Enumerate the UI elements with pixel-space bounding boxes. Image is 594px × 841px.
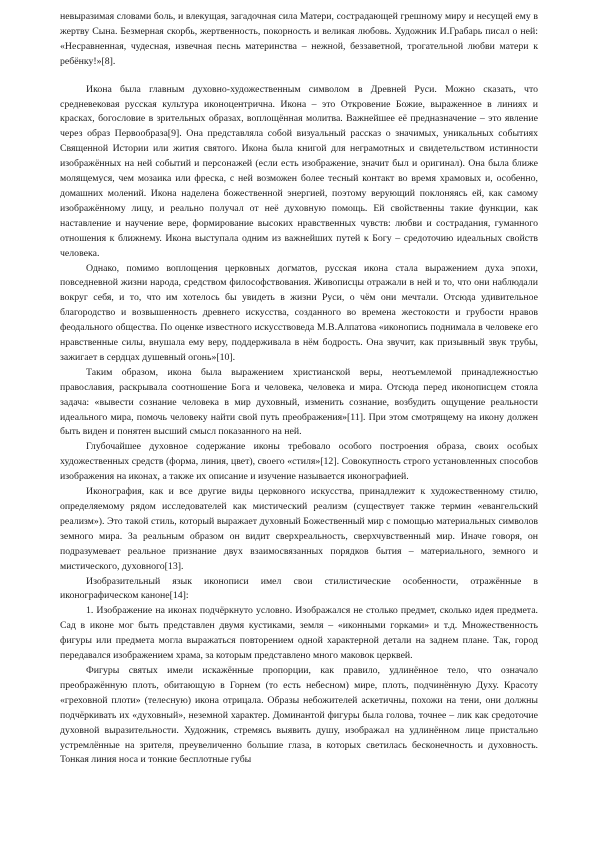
paragraph-3: Однако, помимо воплощения церковных догматов, русская икона стала выражением духа эпохи, повседневной жизни народа, средством философствования. Живописцы отражали в ней и то, что они наблюдали вокруг себя, и то, что им хотелось бы увидеть в жизни Руси, о чём они мечтали. Отсюда удивительное благородство и возвышенность древнего искусства, созданного во времена жестокости и грубости нравов феодального общества. По оценке известного искусствоведа М.В.Алпатова «иконопись поднимала в человеке его нравственные силы, внушала ему веру, поддерживала в нём бодрость. Она звучит, как призывный звук трубы, зажигает в сердцах душевный огонь»[10].: [60, 262, 538, 363]
paragraph-1: невыразимая словами боль, и влекущая, загадочная сила Матери, сострадающей грешному миру и несущей ему в жертву Сына. Безмерная скорбь, жертвенность, покорность и великая любовь. Художник И.Грабарь писал о ней: «Несравненная, чудесная, извечная песнь материнства – нежной, беззаветной, трогательной любви матери к ребёнку!»[8].: [60, 11, 538, 67]
paragraph-2: Икона была главным духовно-художественным символом в Древней Руси. Можно сказать, что средневековая русская культура иконоцентрична. Икона – это Откровение Божие, выраженное в линиях и красках, богословие в зрительных образах, воплощённая молитва. Важнейшее её предназначение – это явление через образ Первообраза[9]. Она представляла собой визуальный рассказ о значимых, уникальных событиях Священной Истории или жития святого. Икона была книгой для неграмотных и свидетельством истинности изображённых на ней событий и персонажей (если есть изображение, значит был и оригинал). Она была ближе молящемуся, чем мозаика или фреска, с ней возможен более тесный контакт во время храмовых и, особенно, домашних молений. Икона наделена божественной энергией, поэтому верующий поклоняясь ей, как самому изображённому лицу, и реально получал от неё духовную помощь. Ей свойственны такие функции, как наставление и научение вере, формирование высоких нравственных чувств: любви и сострадания, гуманного отношения к ближнему. Икона выступала одним из важнейших путей к Богу – средоточию идеальных свойств человека.: [60, 83, 538, 259]
paragraph-9: Фигуры святых имели искажённые пропорции, как правило, удлинённое тело, что означало преображённую плоть, обитающую в Горнем (то есть небесном) мире, плоть, подчинённую Духу. Красоту «греховной плоти» (телесную) икона отрицала. Образы небожителей аскетичны, похожи на тени, они должны подчёркивать их «духовный», неземной характер. Доминантой фигуры была голова, точнее – лик как средоточие духовной выразительности. Художник, стремясь выявить душу, изображал на удлинённом лице пристально устремлённые на зрителя, преувеличенно большие глаза, в которых светилась бесконечность и духовность. Тонкая линия носа и тонкие бесплотные губы: [60, 664, 538, 766]
paragraph-8: 1. Изображение на иконах подчёркнуто условно. Изображался не столько предмет, сколько идея предмета. Сад в иконе мог быть представлен двумя кустиками, земля – «иконными горками» и т.д. Множественность фигуры или предмета могла выражаться повторением одной характерной детали на заднем плане. Так, город передавался изображением храма, за которым представлено много маковок церквей.: [60, 605, 538, 662]
paragraph-5: Глубочайшее духовное содержание иконы требовало особого построения образа, своих особых художественных средств (форма, линия, цвет), своего «стиля»[12]. Совокупность строго установленных способов изображения на иконах, а также их описание и изучение называется иконографией.: [60, 441, 538, 483]
paragraph-4: Таким образом, икона была выражением христианской веры, неотъемлемой принадлежностью православия, раскрывала соотношение Бога и человека, человека и мира. Отсюда перед иконописцем стояла задача: «вывести сознание человека в мир духовный, изменить сознание, возбудить ощущение реальности идеального мира, помочь человеку найти свой путь преображения»[11]. При этом смотрящему на икону должен быть виден и понятен высший смысл показанного на ней.: [60, 366, 538, 438]
paragraph-6: Иконография, как и все другие виды церковного искусства, принадлежит к художественному стилю, определяемому рядом исследователей как мистический реализм (существует также термин «евангельский реализм»). Это такой стиль, который выражает духовный Божественный мир с помощью материальных символов земного мира. За реальным образом он видит сверхреальность, сверхчувственный мир. Иначе говоря, он подразумевает реальное признание двух взаимосвязанных порядков бытия – материального, земного и мистического, духовного[13].: [60, 486, 538, 572]
paragraph-7: Изобразительный язык иконописи имел свои стилистические особенности, отражённые в иконографическом каноне[14]:: [60, 575, 538, 602]
paragraph-gap: [60, 70, 538, 83]
